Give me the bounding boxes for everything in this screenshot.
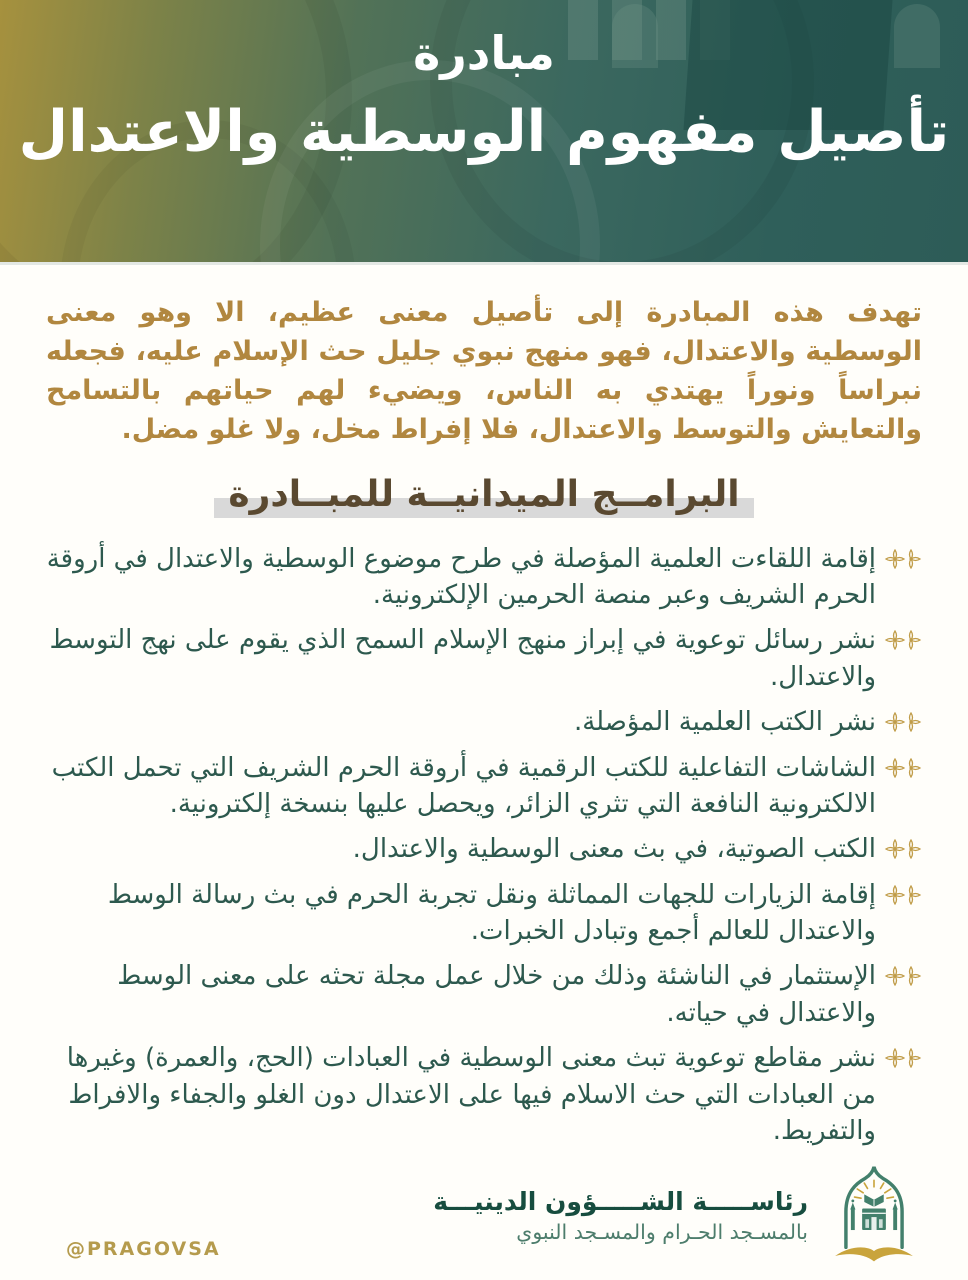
floral-ornament-icon (884, 546, 922, 572)
programs-list (0, 541, 968, 1150)
floral-ornament-icon (884, 1045, 922, 1071)
intro-paragraph: تهدف هذه المبادرة إلى تأصيل معنى عظيم، الا وهو معنى الوسطية والاعتدال، فهو منهج نبوي جليل حث الإسلام عليه، فجعله نبراساً ونوراً يهتدي به الناس، ويضيء لهم حياتهم بالتسامح والتعايش والتوسط والاعتدال، فلا إفراط مخل، ولا غلو مضل. (46, 297, 922, 446)
org-name-line2: بالمسـجد الحـرام والمسـجد النبوي (516, 1219, 808, 1244)
program-item-text: نشر الكتب العلمية المؤصلة. (573, 707, 876, 738)
programs-heading-row (0, 474, 968, 515)
program-item (42, 877, 922, 950)
social-handle: @PRAGOVSA (66, 1238, 221, 1260)
floral-ornament-icon (884, 963, 922, 989)
intro-section (0, 265, 968, 450)
floral-ornament-icon (884, 709, 922, 735)
org-name (433, 1187, 808, 1246)
floral-ornament-icon (884, 882, 922, 908)
program-item (42, 750, 922, 823)
floral-ornament-icon (884, 836, 922, 862)
program-item (42, 704, 922, 740)
program-item-text: الكتب الصوتية، في بث معنى الوسطية والاعتدال. (352, 834, 876, 865)
org-logo (820, 1162, 928, 1270)
floral-ornament-icon (884, 627, 922, 653)
program-item-text: إقامة الزيارات للجهات المماثلة ونقل تجربة الحرم في بث رسالة الوسط والاعتدال للعالم أجمع وتبادل الخبرات. (107, 879, 876, 947)
program-item-text: الإستثمار في الناشئة وذلك من خلال عمل مجلة تحثه على معنى الوسط والاعتدال في حياته. (117, 961, 876, 1028)
program-item (42, 958, 922, 1031)
program-item (42, 1040, 922, 1149)
gold-ribbon (835, 1247, 913, 1261)
floral-ornament-icon (884, 755, 922, 781)
org-block (433, 1162, 928, 1270)
org-name-line1: رئاســـــة الشـــــؤون الدينيـــة (433, 1186, 808, 1216)
program-item-text: نشر رسائل توعوية في إبراز منهج الإسلام السمح الذي يقوم على نهج التوسط والاعتدال. (49, 625, 876, 692)
program-item-text: الشاشات التفاعلية للكتب الرقمية في أروقة الحرم الشريف التي تحمل الكتب الالكترونية النافعة التي تثري الزائر، ويحصل عليها بنسخة إلكترونية. (51, 752, 876, 819)
program-item (42, 541, 922, 614)
initiative-title-calligraphy: تأصيل مفهوم الوسطية والاعتدال (18, 99, 950, 165)
initiative-kicker: مبادرة (413, 26, 555, 80)
hero-banner (0, 0, 968, 265)
footer (0, 1150, 968, 1280)
programs-heading: البرامــج الميدانيــة للمبــادرة (220, 474, 747, 515)
program-item-text: نشر مقاطع توعوية تبث معنى الوسطية في العبادات (الحج، والعمرة) وغيرها من العبادات التي حث الاسلام فيها على الاعتدال دون الغلو والجفاء والافراط والتفريط. (66, 1043, 876, 1147)
program-item (42, 831, 922, 867)
program-item (42, 622, 922, 695)
program-item-text: إقامة اللقاءت العلمية المؤصلة في طرح موضوع الوسطية والاعتدال في أروقة الحرم الشريف وعبر منصة الحرمين الإلكترونية. (46, 543, 876, 610)
